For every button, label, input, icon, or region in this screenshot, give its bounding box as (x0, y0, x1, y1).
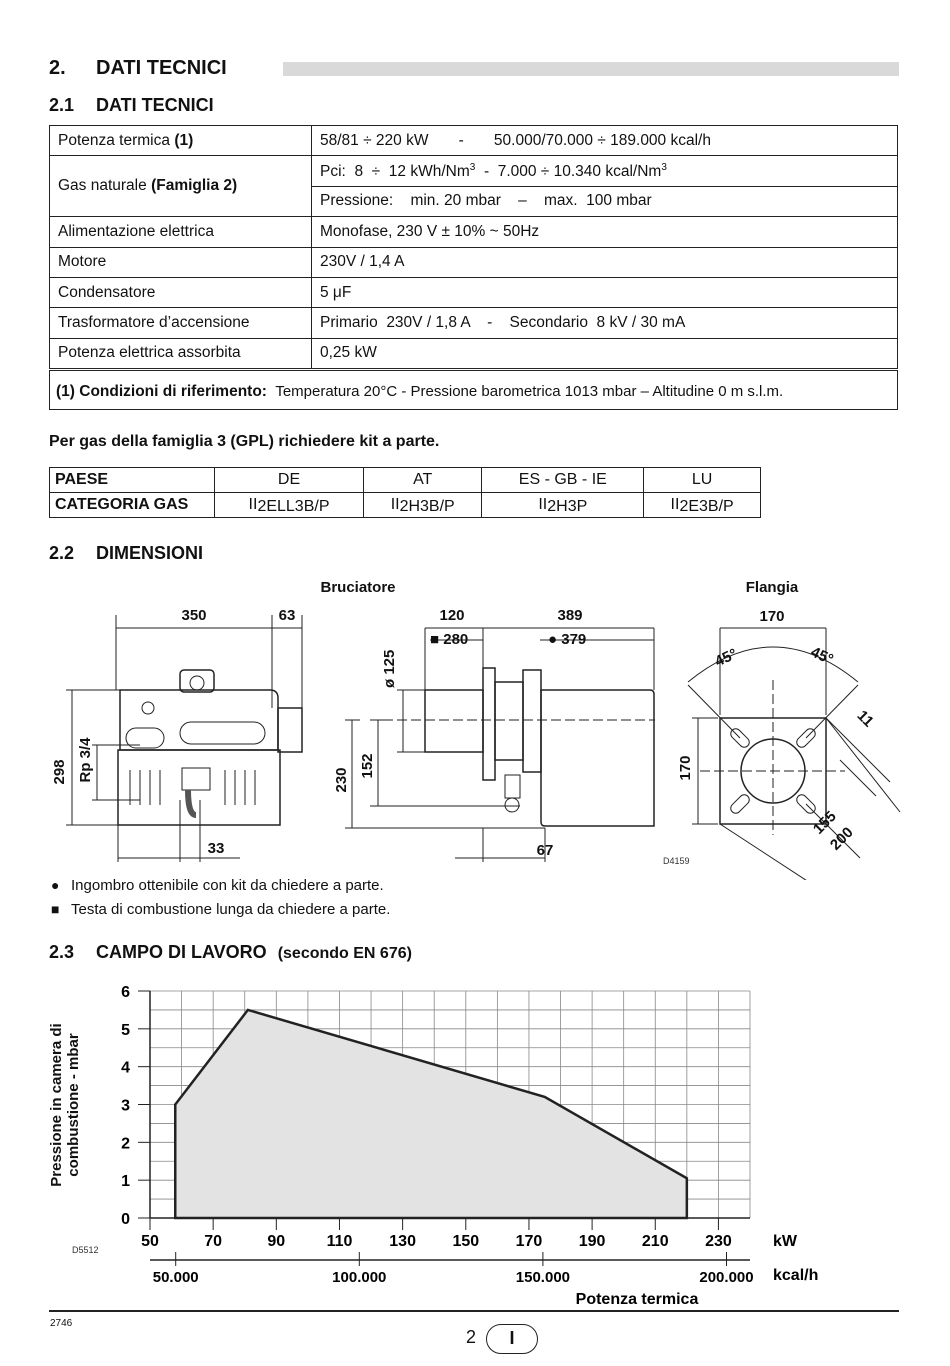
dim-170-side: 170 (677, 755, 694, 781)
x-tick-label: 70 (204, 1233, 223, 1250)
dim-389: 389 (557, 607, 583, 624)
categoria-label: CATEGORIA GAS (50, 493, 215, 518)
dim-350: 350 (181, 607, 207, 624)
table-row (50, 468, 761, 493)
section-22-heading (49, 543, 203, 564)
burner-side-base (118, 750, 280, 825)
x-tick-label: 130 (389, 1233, 416, 1250)
y-tick-label: 5 (121, 1021, 130, 1039)
dim-379: ● 379 (548, 631, 587, 648)
table-row (50, 247, 898, 277)
x-unit-label: kW (773, 1233, 797, 1250)
section-2-title: DATI TECNICI (96, 57, 227, 79)
gpl-note: Per gas della famiglia 3 (GPL) richiedere kit a parte. (49, 433, 440, 450)
heading-bar (283, 62, 899, 76)
language-badge: I (486, 1324, 538, 1354)
angle-45-right: 45° (808, 643, 836, 669)
y-tick-label: 3 (121, 1097, 130, 1115)
spec-value: Pressione: min. 20 mbar – max. 100 mbar (312, 186, 898, 216)
table-row (50, 308, 898, 338)
x-tick-label: 90 (267, 1233, 286, 1250)
x-tick-label: 150 (452, 1233, 480, 1250)
category-cell: II2E3B/P (644, 493, 761, 518)
page-number: 2 (466, 1327, 477, 1347)
country-cell: ES - GB - IE (482, 468, 644, 493)
dim-200: 200 (826, 823, 857, 854)
section-22-title: DIMENSIONI (96, 543, 204, 563)
spec-value: 58/81 ÷ 220 kW - 50.000/70.000 ÷ 189.000 kcal/h (312, 126, 898, 156)
dim-63: 63 (278, 607, 296, 624)
legend-item: ● Ingombro ottenibile con kit da chiedere a parte. (51, 877, 384, 894)
x-tick-label: 110 (326, 1233, 353, 1250)
note-bold: (1) Condizioni di riferimento: (56, 383, 267, 400)
chart-code-label: D5512 (72, 1245, 99, 1255)
dim-280: ■ 280 (430, 631, 469, 648)
y-axis-label: Pressione in camera di combustione - mbar (48, 1023, 82, 1187)
dim-155: 155 (809, 807, 840, 838)
dim-152: 152 (359, 753, 376, 779)
category-cell: II2H3P (482, 493, 644, 518)
spec-label: Motore (50, 247, 312, 277)
working-field-chart (0, 975, 950, 1310)
section-23-sub: (secondo EN 676) (277, 945, 412, 962)
y-tick-label: 6 (121, 984, 130, 1001)
working-field-area (175, 1010, 687, 1218)
kcal-tick-label: 150.000 (515, 1269, 571, 1286)
dimension-drawing (0, 570, 950, 880)
spec-value: 0,25 kW (312, 338, 898, 368)
section-21-number: 2.1 (49, 95, 75, 115)
spec-label: Trasformatore d’accensione (50, 308, 312, 338)
footer-code: 2746 (50, 1318, 73, 1329)
country-cell: LU (644, 468, 761, 493)
spec-label: Gas naturale (Famiglia 2) (50, 156, 312, 217)
section-2-number: 2. (49, 57, 66, 79)
table-row (50, 156, 898, 186)
spec-label: Condensatore (50, 277, 312, 307)
spec-label: Potenza elettrica assorbita (50, 338, 312, 368)
legend-item: ■ Testa di combustione lunga da chiedere a parte. (51, 901, 391, 918)
footer-rule (49, 1310, 899, 1312)
spec-label: Alimentazione elettrica (50, 217, 312, 247)
note-text: Temperatura 20°C - Pressione barometrica 1013 mbar – Altitudine 0 m s.l.m. (275, 383, 784, 400)
x-axis-title: Potenza termica (575, 1291, 699, 1308)
rp-label: Rp 3/4 (77, 737, 94, 783)
y-tick-label: 4 (121, 1059, 130, 1077)
burner-front-body (541, 690, 654, 826)
spec-value: 230V / 1,4 A (312, 247, 898, 277)
y-tick-label: 0 (121, 1211, 130, 1228)
spec-value: 5 μF (312, 277, 898, 307)
x-tick-label: 50 (141, 1233, 159, 1250)
x-tick-label: 170 (515, 1233, 543, 1250)
section-22-number: 2.2 (49, 543, 75, 563)
kcal-tick-label: 100.000 (332, 1269, 387, 1286)
category-cell: II2H3B/P (364, 493, 482, 518)
y-tick-label: 2 (121, 1135, 130, 1153)
spec-value: Monofase, 230 V ± 10% ~ 50Hz (312, 217, 898, 247)
section-21-title: DATI TECNICI (96, 95, 214, 115)
burner-side-body (120, 690, 278, 750)
spec-value: Pci: 8 ÷ 12 kWh/Nm$^3$ - 7.000 ÷ 10.340 kcal/Nm$^3$ (312, 156, 898, 186)
section-21-heading (49, 95, 214, 116)
section-2-heading (49, 57, 227, 80)
x-tick-label: 230 (705, 1233, 732, 1250)
paese-label: PAESE (50, 468, 215, 493)
bruciatore-label: Bruciatore (320, 579, 396, 596)
dim-298: 298 (51, 759, 68, 785)
reference-conditions-note (49, 370, 898, 410)
table-row (50, 277, 898, 307)
blast-tube (425, 690, 483, 752)
angle-45-left: 45° (712, 645, 740, 671)
square-icon: ■ (51, 901, 60, 917)
dim-33: 33 (207, 840, 225, 857)
category-cell: II2ELL3B/P (215, 493, 364, 518)
dim-170-top: 170 (759, 608, 785, 625)
section-23-number: 2.3 (49, 942, 75, 962)
dim-125: ø 125 (381, 649, 398, 688)
spec-table (49, 125, 898, 369)
dot-icon: ● (51, 877, 60, 893)
flangia-label: Flangia (745, 579, 799, 596)
spec-label: Potenza termica (1) (50, 126, 312, 156)
table-row (50, 126, 898, 156)
x-tick-label: 210 (641, 1233, 669, 1250)
kcal-tick-label: 200.000 (699, 1269, 754, 1286)
kcal-tick-label: 50.000 (152, 1269, 199, 1286)
x-tick-label: 190 (578, 1233, 606, 1250)
dim-67: 67 (536, 842, 554, 859)
country-cell: AT (364, 468, 482, 493)
gas-category-table (49, 467, 761, 518)
y-tick-label: 1 (121, 1173, 130, 1191)
country-cell: DE (215, 468, 364, 493)
drawing-code: D4159 (663, 856, 690, 866)
section-23-heading (49, 942, 412, 963)
table-row (50, 217, 898, 247)
spec-value: Primario 230V / 1,8 A - Secondario 8 kV / 30 mA (312, 308, 898, 338)
section-23-title: CAMPO DI LAVORO (96, 942, 267, 962)
table-row (50, 338, 898, 368)
dim-120: 120 (439, 607, 465, 624)
dim-230: 230 (333, 767, 350, 793)
dim-11: 11 (853, 707, 877, 731)
kcal-unit-label: kcal/h (773, 1267, 819, 1284)
table-row (50, 493, 761, 518)
